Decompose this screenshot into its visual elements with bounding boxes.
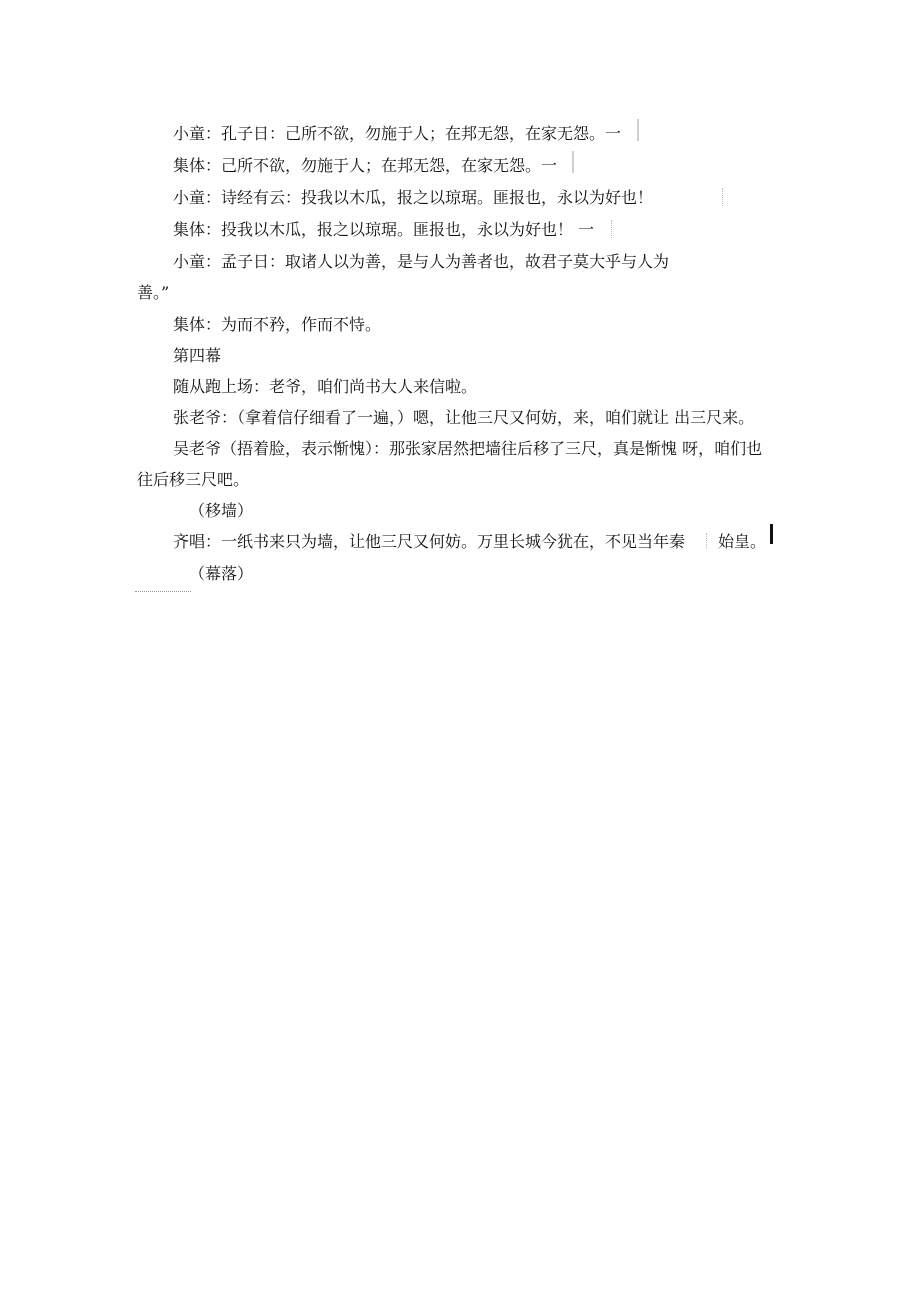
dialogue-line-8: 张老爷：（拿着信仔细看了一遍，）嗯，让他三尺又何妨，来，咱们就让 出三尺来。	[173, 408, 755, 427]
dialogue-line-1: 小童：孔子日：己所不欲，勿施于人；在邦无怨，在家无怨。一	[173, 124, 622, 143]
dialogue-line-9-continued: 往后移三尺吧。	[137, 470, 250, 489]
edit-mark	[611, 220, 612, 238]
edit-mark	[722, 188, 723, 206]
dialogue-line-4: 集体：投我以木瓜，报之以琼琚。匪报也，永以为好也！ 一	[173, 220, 595, 239]
act-heading: 第四幕	[173, 346, 222, 365]
chorus-line-end: 始皇。	[718, 532, 767, 551]
dialogue-line-3: 小童：诗经有云：投我以木瓜，报之以琼琚。匪报也，永以为好也！	[173, 188, 654, 207]
dialogue-line-5-continued: 善。”	[137, 283, 170, 302]
chorus-line: 齐唱：一纸书来只为墙，让他三尺又何妨。万里长城今犹在，不见当年秦	[173, 532, 686, 551]
edit-mark	[572, 151, 574, 173]
cursor-mark	[770, 524, 773, 544]
dialogue-line-6: 集体：为而不矜，作而不恃。	[173, 315, 382, 334]
stage-direction-curtain: （幕落）	[189, 564, 254, 583]
footnote-separator	[135, 591, 191, 592]
edit-mark	[637, 119, 639, 141]
edit-mark	[706, 533, 707, 549]
dialogue-line-9: 吴老爷（捂着脸，表示惭愧）：那张家居然把墙往后移了三尺，真是惭愧 呀，咱们也	[173, 439, 763, 458]
stage-direction-move-wall: （移墙）	[189, 501, 254, 520]
dialogue-line-5: 小童：孟子日：取诸人以为善，是与人为善者也，故君子莫大乎与人为	[173, 252, 670, 271]
dialogue-line-7: 随从跑上场：老爷，咱们尚书大人来信啦。	[173, 377, 478, 396]
dialogue-line-2: 集体：己所不欲，勿施于人；在邦无怨，在家无怨。一	[173, 156, 558, 175]
